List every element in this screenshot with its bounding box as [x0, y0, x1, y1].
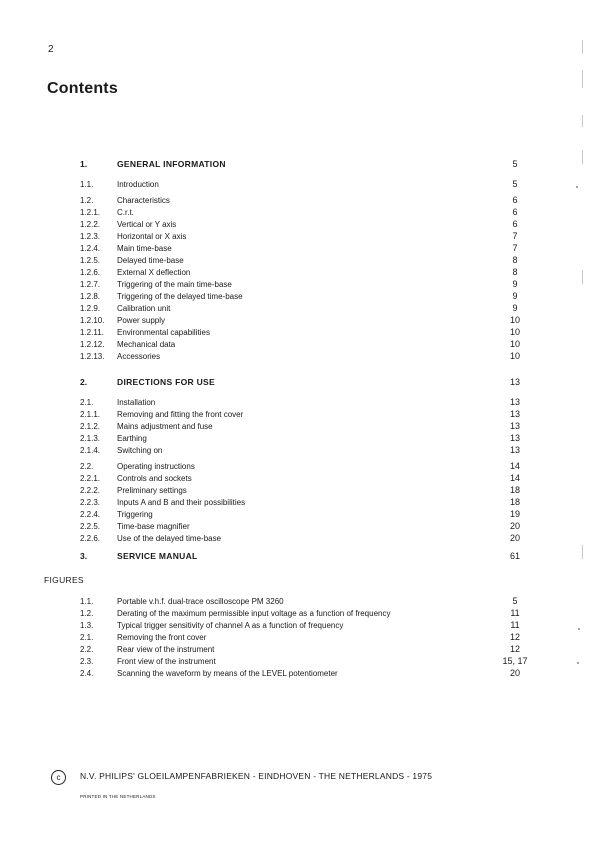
contents-entry [0, 315, 595, 326]
entry-number: 2.1.2. [80, 422, 101, 431]
page-title: Contents [47, 80, 118, 97]
entry-title: Accessories [117, 352, 161, 361]
entry-page: 13 [509, 433, 520, 443]
entry-number: 1.2.8. [80, 292, 101, 301]
entry-title: Mains adjustment and fuse [117, 422, 213, 431]
entry-number: 2.2.2. [80, 486, 101, 495]
entry-page: 14 [509, 473, 520, 483]
contents-entry [0, 327, 595, 338]
contents-entry [0, 409, 595, 420]
entry-title: Removing the front cover [117, 633, 207, 642]
entry-page: 61 [509, 551, 520, 561]
entry-page: 11 [510, 608, 520, 618]
entry-title: Installation [117, 398, 156, 407]
entry-title: Introduction [117, 180, 159, 189]
figure-entry [0, 644, 595, 655]
scan-speck [578, 628, 580, 630]
entry-title: Derating of the maximum permissible input voltage as a function of frequency [117, 609, 391, 618]
entry-title: Triggering of the main time-base [117, 280, 232, 289]
entry-page: 10 [509, 327, 520, 337]
entry-page: 7 [512, 243, 518, 253]
entry-page: 10 [509, 339, 520, 349]
entry-page: 12 [509, 632, 520, 642]
contents-entry [0, 255, 595, 266]
scan-mark [582, 150, 583, 164]
entry-number: 2.2.3. [80, 498, 101, 507]
entry-title: Calibration unit [117, 304, 171, 313]
contents-entry [0, 159, 595, 170]
contents-entry [0, 533, 595, 544]
entry-title: Inputs A and B and their possibilities [117, 498, 246, 507]
entry-page: 5 [512, 179, 518, 189]
contents-entry [0, 339, 595, 350]
entry-number: 1.2.11. [80, 328, 104, 337]
scan-mark [582, 545, 583, 559]
contents-entry [0, 179, 595, 190]
contents-entry [0, 551, 595, 562]
entry-number: 2.3. [80, 657, 94, 666]
entry-title: Switching on [117, 446, 163, 455]
entry-number: 1.2.13. [80, 352, 105, 361]
contents-entry [0, 397, 595, 408]
entry-number: 3. [80, 551, 88, 561]
contents-entry [0, 377, 595, 388]
scan-mark [582, 270, 583, 284]
entry-number: 2.1.4. [80, 446, 101, 455]
figure-entry [0, 608, 595, 619]
entry-page: 6 [512, 219, 518, 229]
contents-entry [0, 497, 595, 508]
contents-entry [0, 433, 595, 444]
entry-number: 2.2.4. [80, 510, 101, 519]
entry-title: Use of the delayed time-base [117, 534, 222, 543]
entry-title: Delayed time-base [117, 256, 184, 265]
entry-title: Triggering [117, 510, 153, 519]
entry-title: Environmental capabilities [117, 328, 210, 337]
entry-page: 15, 17 [502, 656, 528, 666]
entry-number: 1.2.3. [80, 232, 101, 241]
entry-page: 9 [512, 279, 518, 289]
publisher-line: N.V. PHILIPS' GLOEILAMPENFABRIEKEN - EINDHOVEN - THE NETHERLANDS - 1975 [80, 771, 433, 781]
entry-number: 1.2. [80, 196, 94, 205]
figure-entry [0, 620, 595, 631]
entry-number: 1.2.10. [80, 316, 105, 325]
entry-number: 1.2.2. [80, 220, 101, 229]
contents-entry [0, 421, 595, 432]
entry-number: 2.1.3. [80, 434, 101, 443]
contents-entry [0, 461, 595, 472]
scan-mark [582, 70, 583, 88]
entry-title: Controls and sockets [117, 474, 192, 483]
contents-entry [0, 243, 595, 254]
entry-page: 11 [510, 620, 520, 630]
contents-entry [0, 351, 595, 362]
entry-page: 18 [509, 497, 520, 507]
entry-page: 13 [509, 409, 520, 419]
entry-number: 2.2.5. [80, 522, 101, 531]
entry-title: Rear view of the instrument [117, 645, 215, 654]
scan-mark [582, 40, 583, 54]
entry-page: 7 [512, 231, 518, 241]
entry-page: 13 [509, 397, 520, 407]
contents-entry [0, 291, 595, 302]
entry-title: Time-base magnifier [117, 522, 190, 531]
entry-number: 2.2. [80, 645, 94, 654]
entry-page: 9 [512, 291, 518, 301]
figure-entry [0, 596, 595, 607]
entry-number: 2. [80, 377, 88, 387]
figure-entry [0, 656, 595, 667]
contents-entry [0, 473, 595, 484]
entry-page: 5 [512, 596, 518, 606]
entry-number: 2.2. [80, 462, 94, 471]
entry-page: 20 [509, 668, 520, 678]
entry-page: 12 [509, 644, 520, 654]
entry-number: 1.2.9. [80, 304, 101, 313]
entry-number: 2.1. [80, 633, 94, 642]
entry-title: Preliminary settings [117, 486, 187, 495]
contents-entry [0, 231, 595, 242]
figures-heading: FIGURES [44, 575, 84, 585]
entry-page: 6 [512, 195, 518, 205]
scan-mark [582, 115, 583, 127]
entry-number: 1.1. [80, 597, 94, 606]
entry-page: 18 [509, 485, 520, 495]
contents-entry [0, 219, 595, 230]
contents-entry [0, 267, 595, 278]
entry-page: 19 [509, 509, 520, 519]
entry-number: 1.2.6. [80, 268, 101, 277]
entry-page: 8 [512, 267, 518, 277]
contents-entry [0, 521, 595, 532]
printed-note: PRINTED IN THE NETHERLANDS [80, 794, 156, 799]
entry-title: Scanning the waveform by means of the LEVEL potentiometer [117, 669, 338, 678]
scan-speck [577, 662, 579, 664]
entry-title: GENERAL INFORMATION [117, 159, 226, 169]
entry-number: 1.2.1. [80, 208, 101, 217]
contents-entry [0, 303, 595, 314]
entry-number: 1.2.4. [80, 244, 101, 253]
entry-title: Power supply [117, 316, 166, 325]
entry-page: 5 [512, 159, 518, 169]
entry-number: 2.4. [80, 669, 94, 678]
contents-entry [0, 279, 595, 290]
entry-number: 2.2.6. [80, 534, 101, 543]
entry-title: Operating instructions [117, 462, 195, 471]
contents-entry [0, 445, 595, 456]
entry-page: 10 [509, 315, 520, 325]
contents-entry [0, 195, 595, 206]
entry-title: Front view of the instrument [117, 657, 216, 666]
entry-title: Portable v.h.f. dual-trace oscilloscope PM 3260 [117, 597, 284, 606]
entry-title: Horizontal or X axis [117, 232, 187, 241]
entry-title: Earthing [117, 434, 147, 443]
contents-entry [0, 509, 595, 520]
entry-page: 13 [509, 421, 520, 431]
entry-title: Triggering of the delayed time-base [117, 292, 243, 301]
entry-title: Typical trigger sensitivity of channel A as a function of frequency [117, 621, 344, 630]
entry-page: 14 [509, 461, 520, 471]
entry-title: Characteristics [117, 196, 170, 205]
copyright-icon: c [51, 770, 66, 785]
page-number: 2 [48, 44, 54, 55]
entry-title: Main time-base [117, 244, 172, 253]
entry-page: 8 [512, 255, 518, 265]
figure-entry [0, 632, 595, 643]
entry-page: 9 [512, 303, 518, 313]
entry-number: 2.1.1. [80, 410, 101, 419]
entry-number: 1. [80, 159, 88, 169]
entry-number: 1.2. [80, 609, 94, 618]
contents-entry [0, 207, 595, 218]
entry-title: Removing and fitting the front cover [117, 410, 244, 419]
entry-title: Vertical or Y axis [117, 220, 177, 229]
entry-title: SERVICE MANUAL [117, 551, 198, 561]
entry-title: DIRECTIONS FOR USE [117, 377, 215, 387]
entry-number: 1.2.7. [80, 280, 101, 289]
entry-page: 20 [509, 521, 520, 531]
scan-speck [576, 186, 578, 188]
entry-number: 1.1. [80, 180, 94, 189]
entry-number: 2.1. [80, 398, 94, 407]
entry-page: 13 [509, 377, 520, 387]
entry-number: 1.2.5. [80, 256, 101, 265]
entry-page: 10 [509, 351, 520, 361]
entry-number: 1.2.12. [80, 340, 105, 349]
entry-number: 1.3. [80, 621, 94, 630]
entry-page: 13 [509, 445, 520, 455]
entry-page: 20 [509, 533, 520, 543]
entry-number: 2.2.1. [80, 474, 101, 483]
entry-title: C.r.t. [117, 208, 134, 217]
contents-entry [0, 485, 595, 496]
entry-page: 6 [512, 207, 518, 217]
figure-entry [0, 668, 595, 679]
entry-title: Mechanical data [117, 340, 176, 349]
entry-title: External X deflection [117, 268, 191, 277]
